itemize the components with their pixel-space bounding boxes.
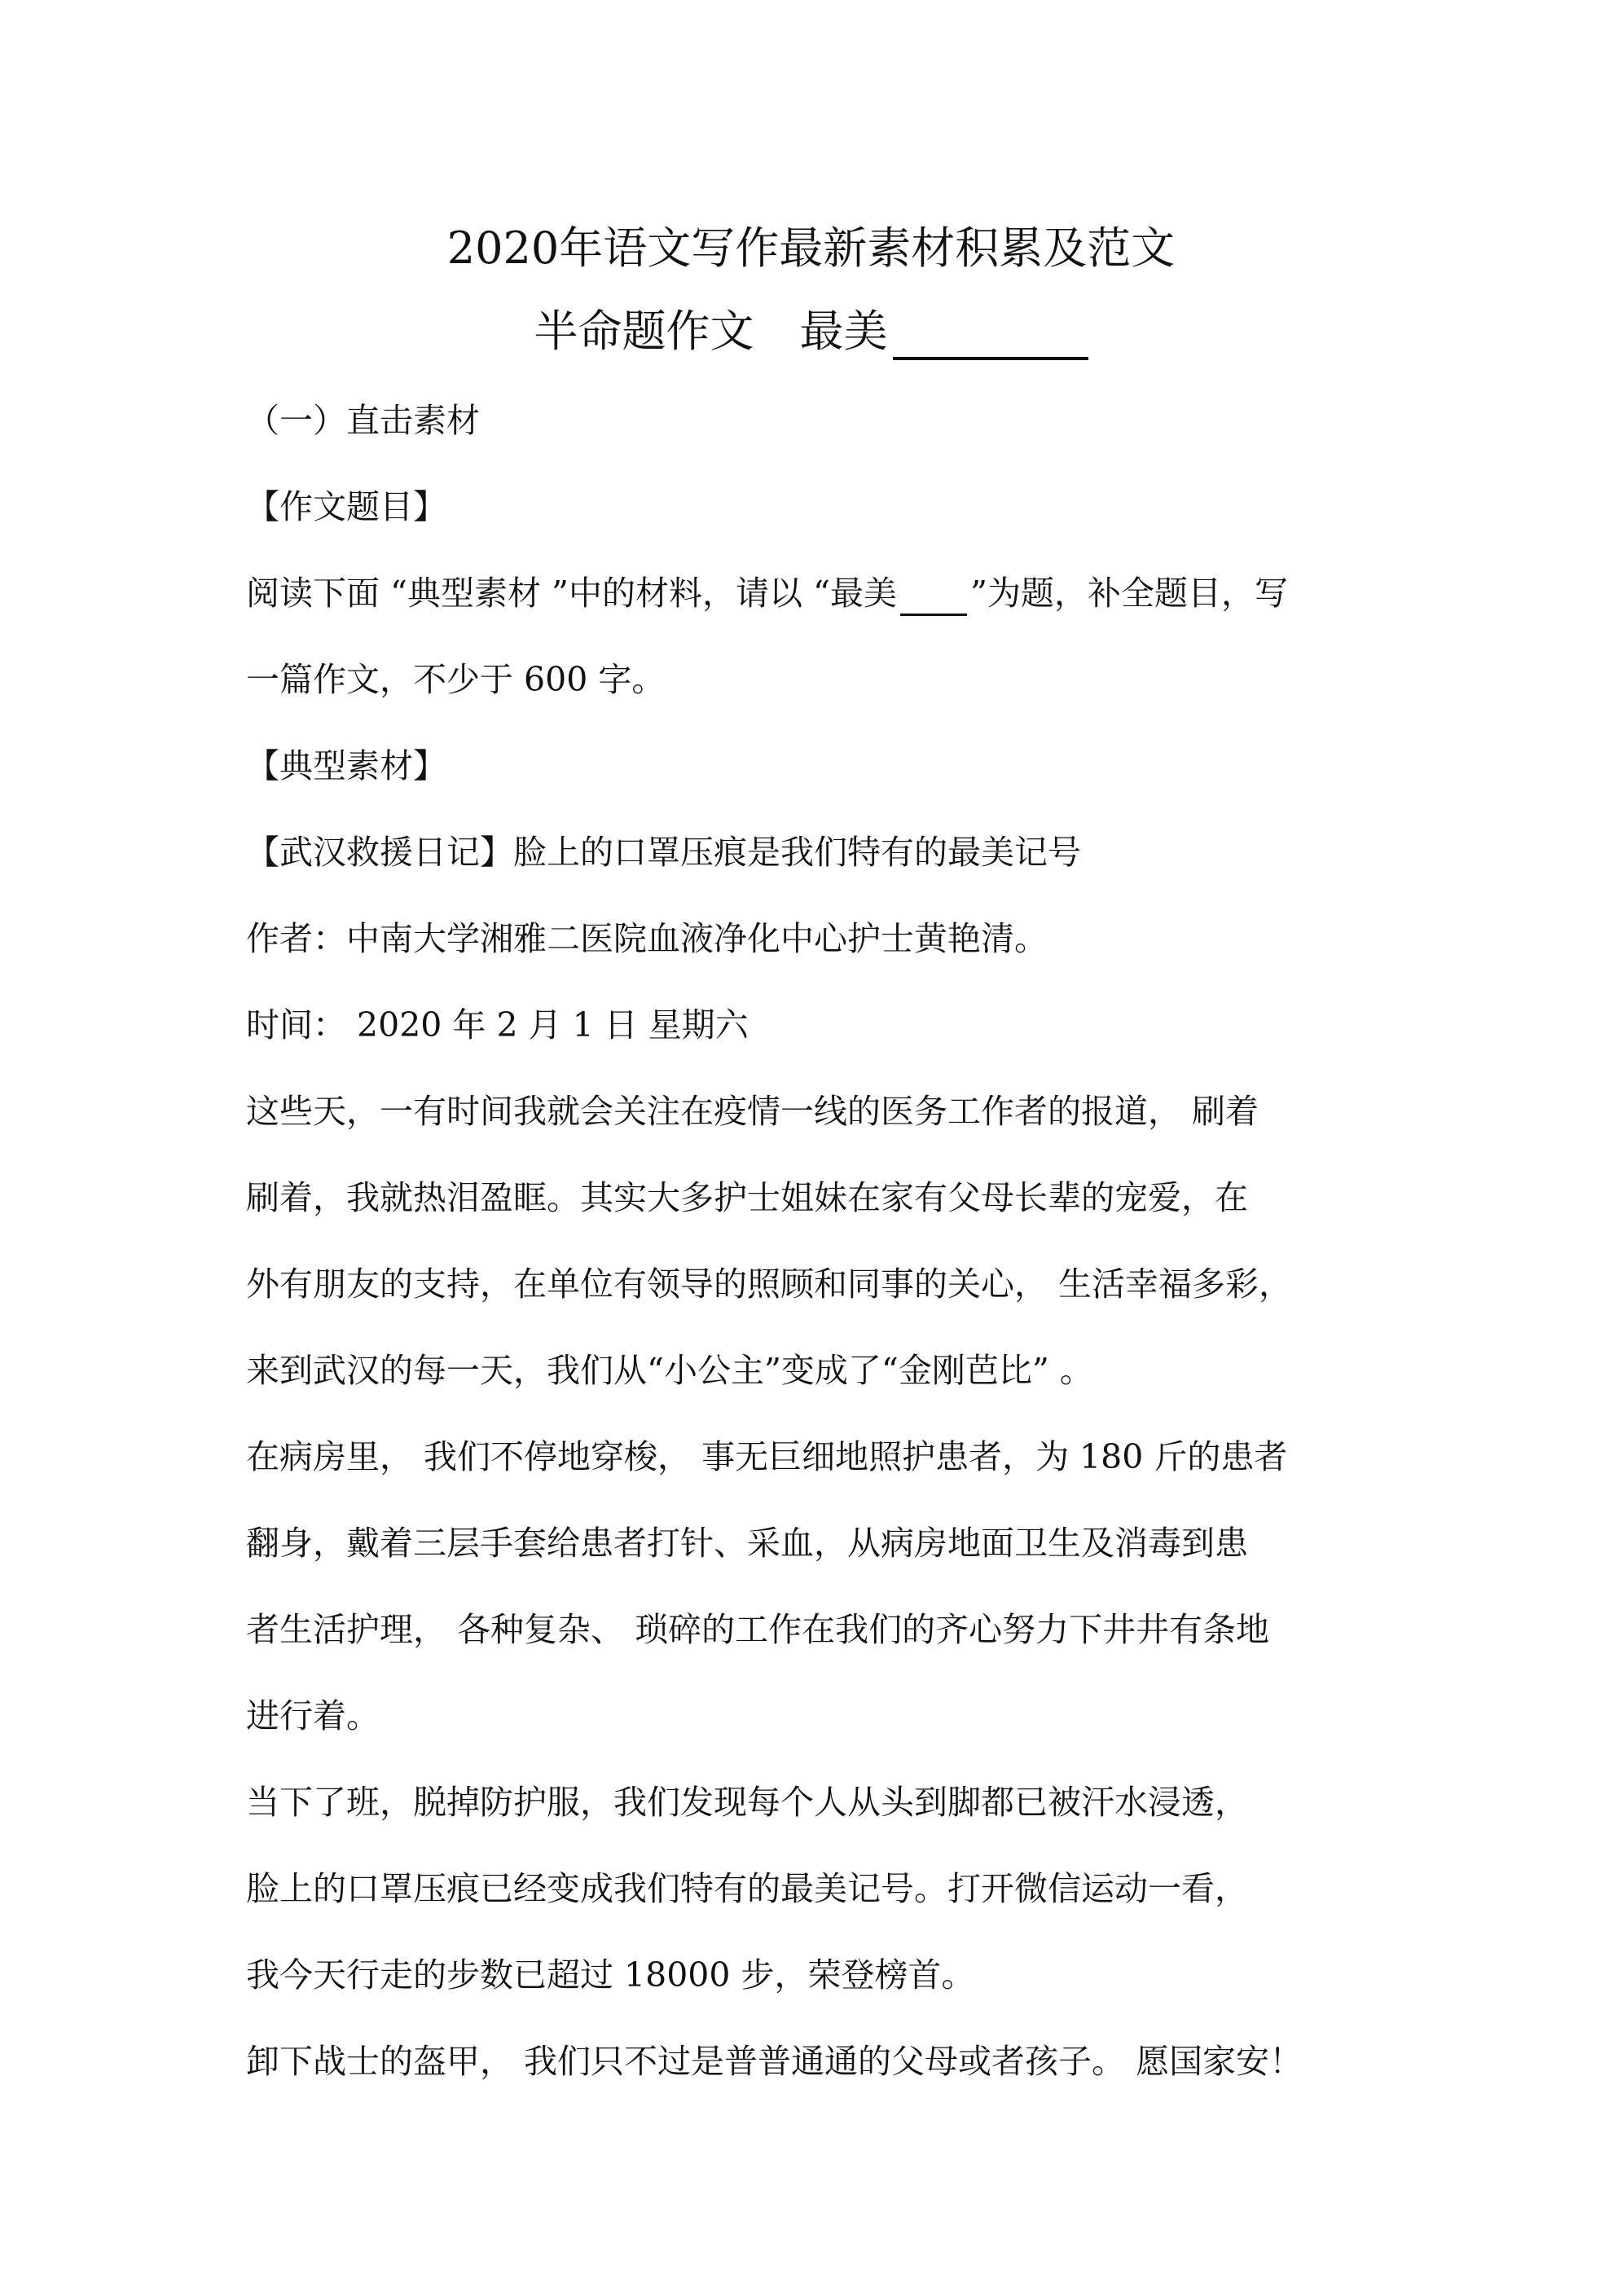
paragraph-line: 来到武汉的每一天，我们从“小公主”变成了“金刚芭比” 。 xyxy=(246,1351,1093,1390)
paragraph-line: 当下了班，脱掉防护服，我们发现每个人从头到脚都已被汗水浸透， xyxy=(246,1783,1248,1822)
topic-line-1 xyxy=(246,570,1288,616)
title-blank-line xyxy=(893,314,1088,360)
diary-title: 【武汉救援日记】脸上的口罩压痕是我们特有的最美记号 xyxy=(246,833,1081,872)
topic-line-1-a: 阅读下面 “典型素材 ”中的材料，请以 “最美 xyxy=(246,574,897,613)
subtitle-word: 最美 xyxy=(799,306,888,357)
paragraph-line: 我今天行走的步数已超过 18000 步，荣登榜首。 xyxy=(246,1955,975,1995)
label-material: 【典型素材】 xyxy=(246,746,446,785)
document-title: 2020年语文写作最新素材积累及范文 xyxy=(446,222,1176,274)
author-line: 作者：中南大学湘雅二医院血液净化中心护士黄艳清。 xyxy=(246,919,1048,958)
paragraph-line: 在病房里， 我们不停地穿梭， 事无巨细地照护患者，为 180 斤的患者 xyxy=(246,1437,1288,1476)
paragraph-line: 脸上的口罩压痕已经变成我们特有的最美记号。打开微信运动一看， xyxy=(246,1869,1248,1908)
subtitle-prefix: 半命题作文 xyxy=(534,306,754,357)
topic-line-1-b: ”为题，补全题目，写 xyxy=(969,574,1288,613)
paragraph-line: 进行着。 xyxy=(246,1696,380,1735)
section-heading: （一）直击素材 xyxy=(246,401,480,440)
label-topic: 【作文题目】 xyxy=(246,487,446,526)
date-line: 时间： 2020 年 2 月 1 日 星期六 xyxy=(246,1005,749,1045)
document-subtitle xyxy=(0,303,1622,360)
topic-blank xyxy=(900,581,967,616)
paragraph-line: 者生活护理， 各种复杂、 琐碎的工作在我们的齐心努力下井井有条地 xyxy=(246,1610,1270,1649)
paragraph-line: 这些天，一有时间我就会关注在疫情一线的医务工作者的报道， 刷着 xyxy=(246,1092,1259,1131)
paragraph-line: 卸下战士的盔甲， 我们只不过是普普通通的父母或者孩子。 愿国家安！ xyxy=(246,2042,1303,2081)
paragraph-line: 翻身，戴着三层手套给患者打针、采血，从病房地面卫生及消毒到患 xyxy=(246,1524,1248,1563)
topic-line-2: 一篇作文，不少于 600 字。 xyxy=(246,660,666,699)
paragraph-line: 刷着，我就热泪盈眶。其实大多护士姐妹在家有父母长辈的宠爱，在 xyxy=(246,1178,1248,1217)
paragraph-line: 外有朋友的支持，在单位有领导的照顾和同事的关心， 生活幸福多彩， xyxy=(246,1265,1293,1304)
